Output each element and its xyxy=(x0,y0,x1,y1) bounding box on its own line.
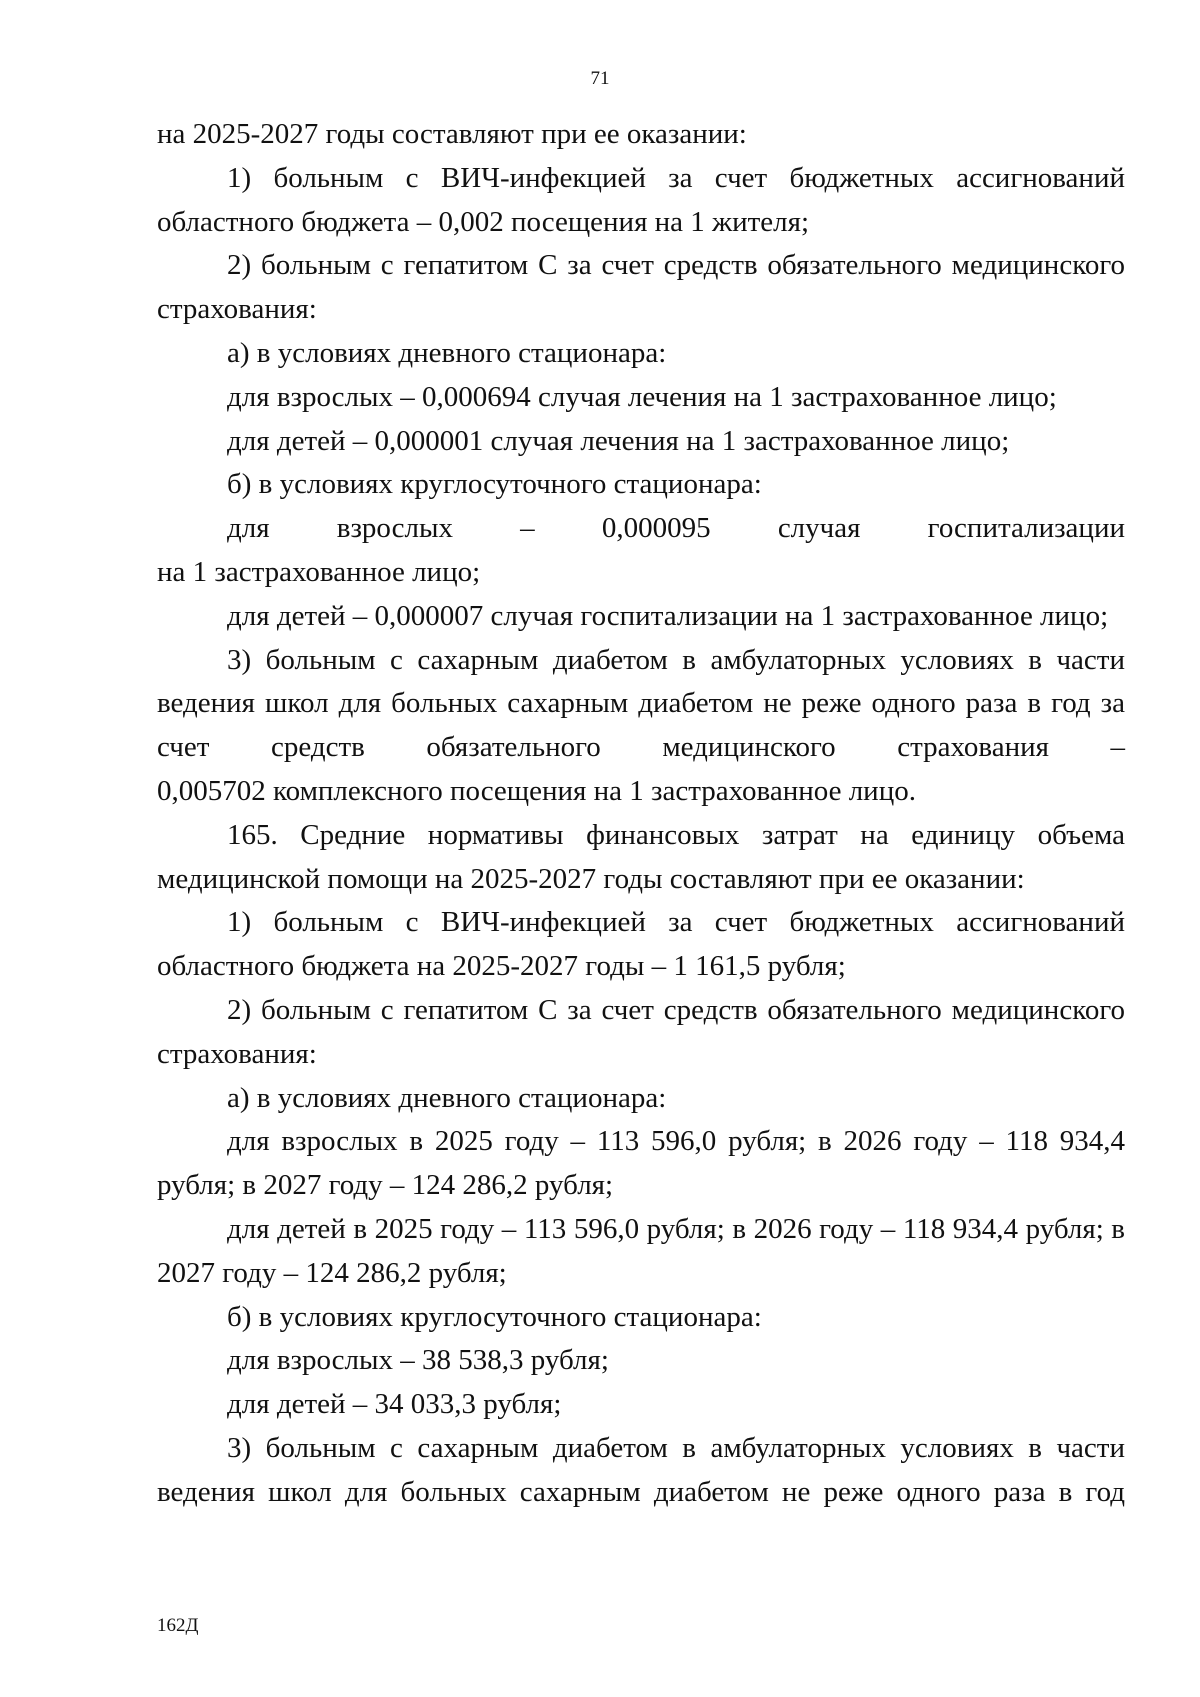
paragraph: для взрослых в 2025 году – 113 596,0 рубля; в 2026 году – 118 934,4 рубля; в 2027 году – 124 286,2 рубля; xyxy=(157,1125,1125,1202)
document-body xyxy=(157,113,1125,1515)
paragraph: на 2025-2027 годы составляют при ее оказании: xyxy=(157,118,747,150)
paragraph: для детей – 0,000007 случая госпитализации на 1 застрахованное лицо; xyxy=(227,599,1109,632)
paragraph: 1) больным с ВИЧ-инфекцией за счет бюджетных ассигнований областного бюджета – 0,002 посещения на 1 жителя; xyxy=(157,161,1125,238)
document-code: 162Д xyxy=(157,1615,199,1636)
paragraph: 0,005702 комплексного посещения на 1 застрахованное лицо. xyxy=(157,774,916,807)
paragraph: для детей – 0,000001 случая лечения на 1 застрахованное лицо; xyxy=(227,424,1010,457)
paragraph: 1) больным с ВИЧ-инфекцией за счет бюджетных ассигнований областного бюджета на 2025-2027 годы – 1 161,5 рубля; xyxy=(157,906,1125,983)
paragraph: 3) больным с сахарным диабетом в амбулаторных условиях в части ведения школ для больных сахарным диабетом не реже одного раза в год за счет средств обязательного медицинского страхования – xyxy=(157,643,1125,764)
paragraph: 2) больным с гепатитом С за счет средств обязательного медицинского страхования: xyxy=(157,993,1125,1070)
paragraph: 165. Средние нормативы финансовых затрат на единицу объема медицинской помощи на 2025-2027 годы составляют при ее оказании: xyxy=(157,818,1125,895)
paragraph: для взрослых – 38 538,3 рубля; xyxy=(227,1344,609,1377)
paragraph: б) в условиях круглосуточного стационара: xyxy=(227,468,762,501)
paragraph: а) в условиях дневного стационара: xyxy=(227,1081,667,1114)
page-number: 71 xyxy=(590,68,610,89)
paragraph: а) в условиях дневного стационара: xyxy=(227,336,667,369)
paragraph: 2) больным с гепатитом С за счет средств обязательного медицинского страхования: xyxy=(157,249,1125,326)
paragraph: для взрослых – 0,000095 случая госпитализации xyxy=(227,512,1125,545)
paragraph: на 1 застрахованное лицо; xyxy=(157,555,481,588)
paragraph: б) в условиях круглосуточного стационара: xyxy=(227,1300,762,1333)
paragraph: для детей в 2025 году – 113 596,0 рубля; в 2026 году – 118 934,4 рубля; в 2027 году – 124 286,2 рубля; xyxy=(157,1212,1125,1289)
paragraph: для взрослых – 0,000694 случая лечения на 1 застрахованное лицо; xyxy=(227,380,1057,413)
paragraph: для детей – 34 033,3 рубля; xyxy=(227,1388,562,1421)
paragraph: 3) больным с сахарным диабетом в амбулаторных условиях в части ведения школ для больных сахарным диабетом не реже одного раза в год xyxy=(157,1431,1125,1508)
